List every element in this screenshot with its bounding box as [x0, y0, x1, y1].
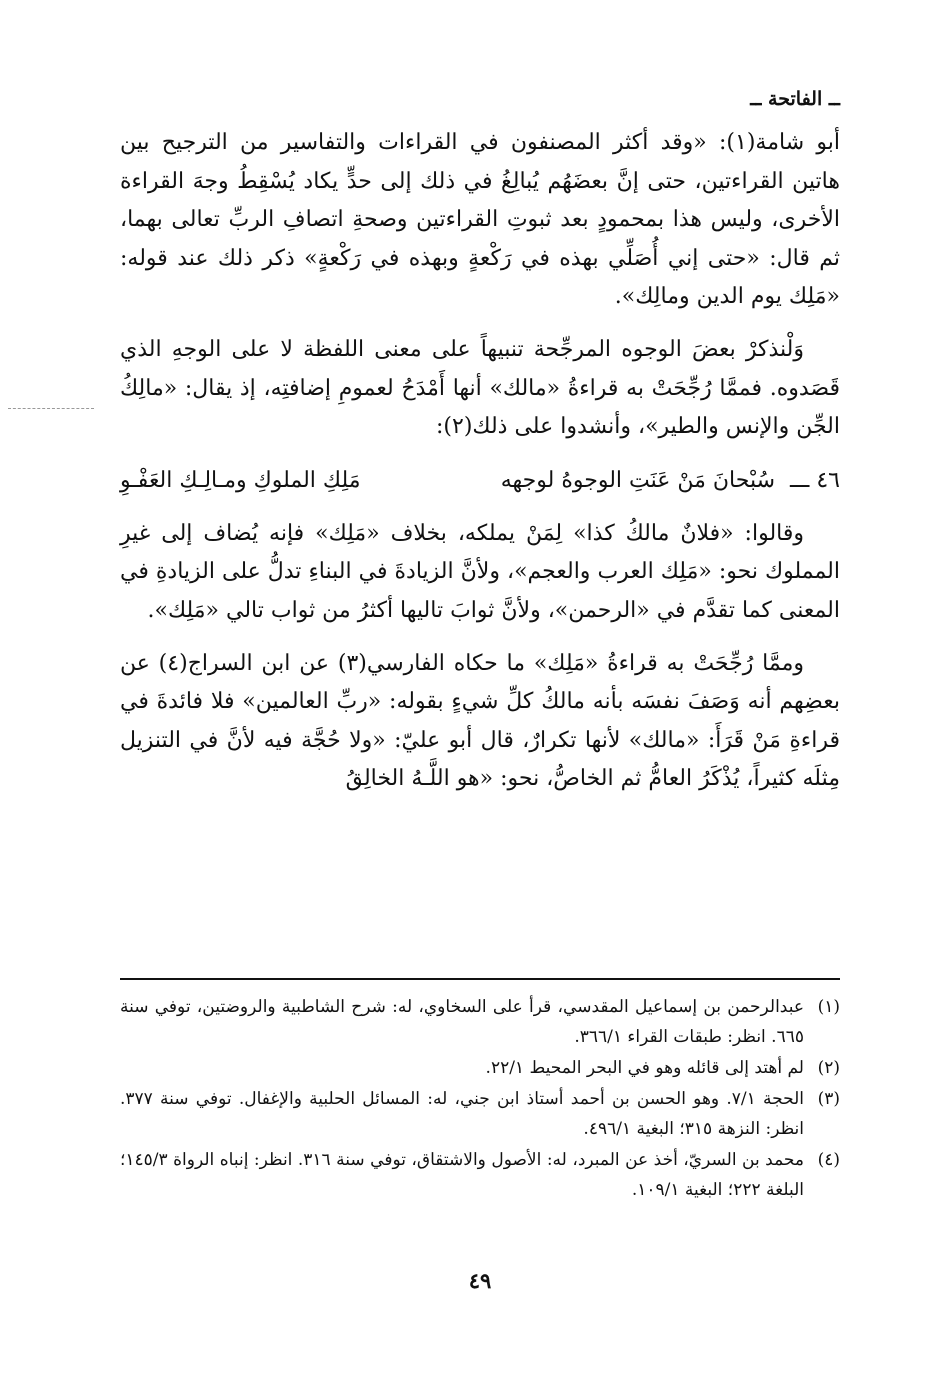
poetry-verse: [120, 461, 840, 501]
verse-number: ٤٦ ـــ: [790, 467, 840, 493]
paragraph-3: وقالوا: «فلانٌ مالكُ كذا» لِمَنْ يملكه، بخلاف «مَلِك» فإنه يُضاف إلى غيرِ المملوك نحو: «مَلِك العرب والعجم»، ولأنَّ الزيادةَ في البناءِ تدلُّ على الزيادةِ في المعنى كما تقدَّم في «الرحمن»، ولأنَّ ثوابَ تاليها أكثرُ من ثواب تالي «مَلِك».: [120, 520, 840, 623]
footnote-text: محمد بن السريّ، أخذ عن المبرد، له: الأصول والاشتقاق، توفي سنة ٣١٦. انظر: إنباه الرواة ١٤٥/٣؛ البلغة ٢٢٢؛ البغية ١٠٩/١.: [120, 1150, 804, 1200]
footnote-text: عبدالرحمن بن إسماعيل المقدسي، قرأ على السخاوي، له: شرح الشاطبية والروضتين، توفي سنة ٦٦٥. انظر: طبقات القراء ٣٦٦/١.: [120, 997, 804, 1047]
verse-first-part: [501, 461, 840, 501]
footnote-divider: [120, 978, 840, 980]
footnote-number: (٣): [817, 1089, 840, 1109]
footnote-number: (٤): [817, 1150, 840, 1170]
footnote-text: لم أهتد إلى قائله وهو في البحر المحيط ٢٢/١.: [485, 1058, 804, 1078]
footnote: [120, 1145, 840, 1205]
footnotes: [120, 992, 840, 1206]
paragraph-4: وممَّا رُجِّحَتْ به قراءةُ «مَلِك» ما حكاه الفارسي(٣) عن ابن السراج(٤) عن بعضِهم أنه وَصَفَ نفسَه بأنه مالكُ كلِّ شيءٍ بقوله: «ربِّ العالمين» فلا فائدةَ في قراءةِ مَنْ قَرَأَ: «مالك» لأنها تكرارٌ، قال أبو عليّ: «ولا حُجَّة فيه لأنَّ في التنزيل مِثلَه كثيراً، يُذْكَرُ العامُّ ثم الخاصُّ، نحو: «هو اللَّـهُ الخالِقُ: [120, 650, 840, 792]
running-header: ــ الفاتحة ــ: [750, 88, 840, 110]
verse-first-hemistich: سُبْحانَ مَنْ عَنَتِ الوجوهُ لوجهه: [500, 467, 776, 493]
footnote: [120, 992, 840, 1052]
footnote-text: الحجة ٧/١. وهو الحسن بن أحمد أستاذ ابن جني، له: المسائل الحلبية والإغفال. توفي سنة ٣٧٧. انظر: النزهة ٣١٥؛ البغية ٤٩٦/١.: [120, 1089, 804, 1139]
page-number: ٤٩: [468, 1268, 492, 1293]
footnote: [120, 1084, 840, 1144]
footnote: [120, 1053, 840, 1083]
book-page: [120, 80, 840, 1340]
footnote-number: (١): [817, 997, 840, 1017]
main-text: [120, 124, 840, 799]
paragraph-1: أبو شامة(١): «وقد أكثر المصنفون في القراءات والتفاسير من الترجيح بين هاتين القراءتين، حتى إنَّ بعضَهُم يُبالِغُ في ذلك إلى حدٍّ يكاد يُسْقِطُ وجهَ القراءة الأخرى، وليس هذا بمحمودٍ بعد ثبوتِ القراءتين وصحةِ اتصافِ الربِّ تعالى بهما، ثم قال: «حتى إني أُصَلِّي بهذه في رَكْعةٍ وبهذه في رَكْعةٍ» ذكر ذلك عند قوله: «مَلِك يوم الدين ومالِك».: [120, 130, 840, 310]
footnote-number: (٢): [817, 1058, 840, 1078]
verse-second-hemistich: مَلِكِ الملوكِ ومـالِـكِ العَفْـوِ: [120, 467, 361, 493]
paragraph-2: وَلْنذكرْ بعضَ الوجوه المرجِّحة تنبيهاً على معنى اللفظة لا على الوجهِ الذي قَصَدوه. فممَّا رُجِّحَتْ به قراءةُ «مالك» أنها أَمْدَحُ لعمومِ إضافتِه، إذ يقال: «مالِكُ الجِّن والإنس والطير»، وأنشدوا على ذلك(٢):: [120, 336, 840, 440]
margin-mark: [8, 408, 94, 410]
